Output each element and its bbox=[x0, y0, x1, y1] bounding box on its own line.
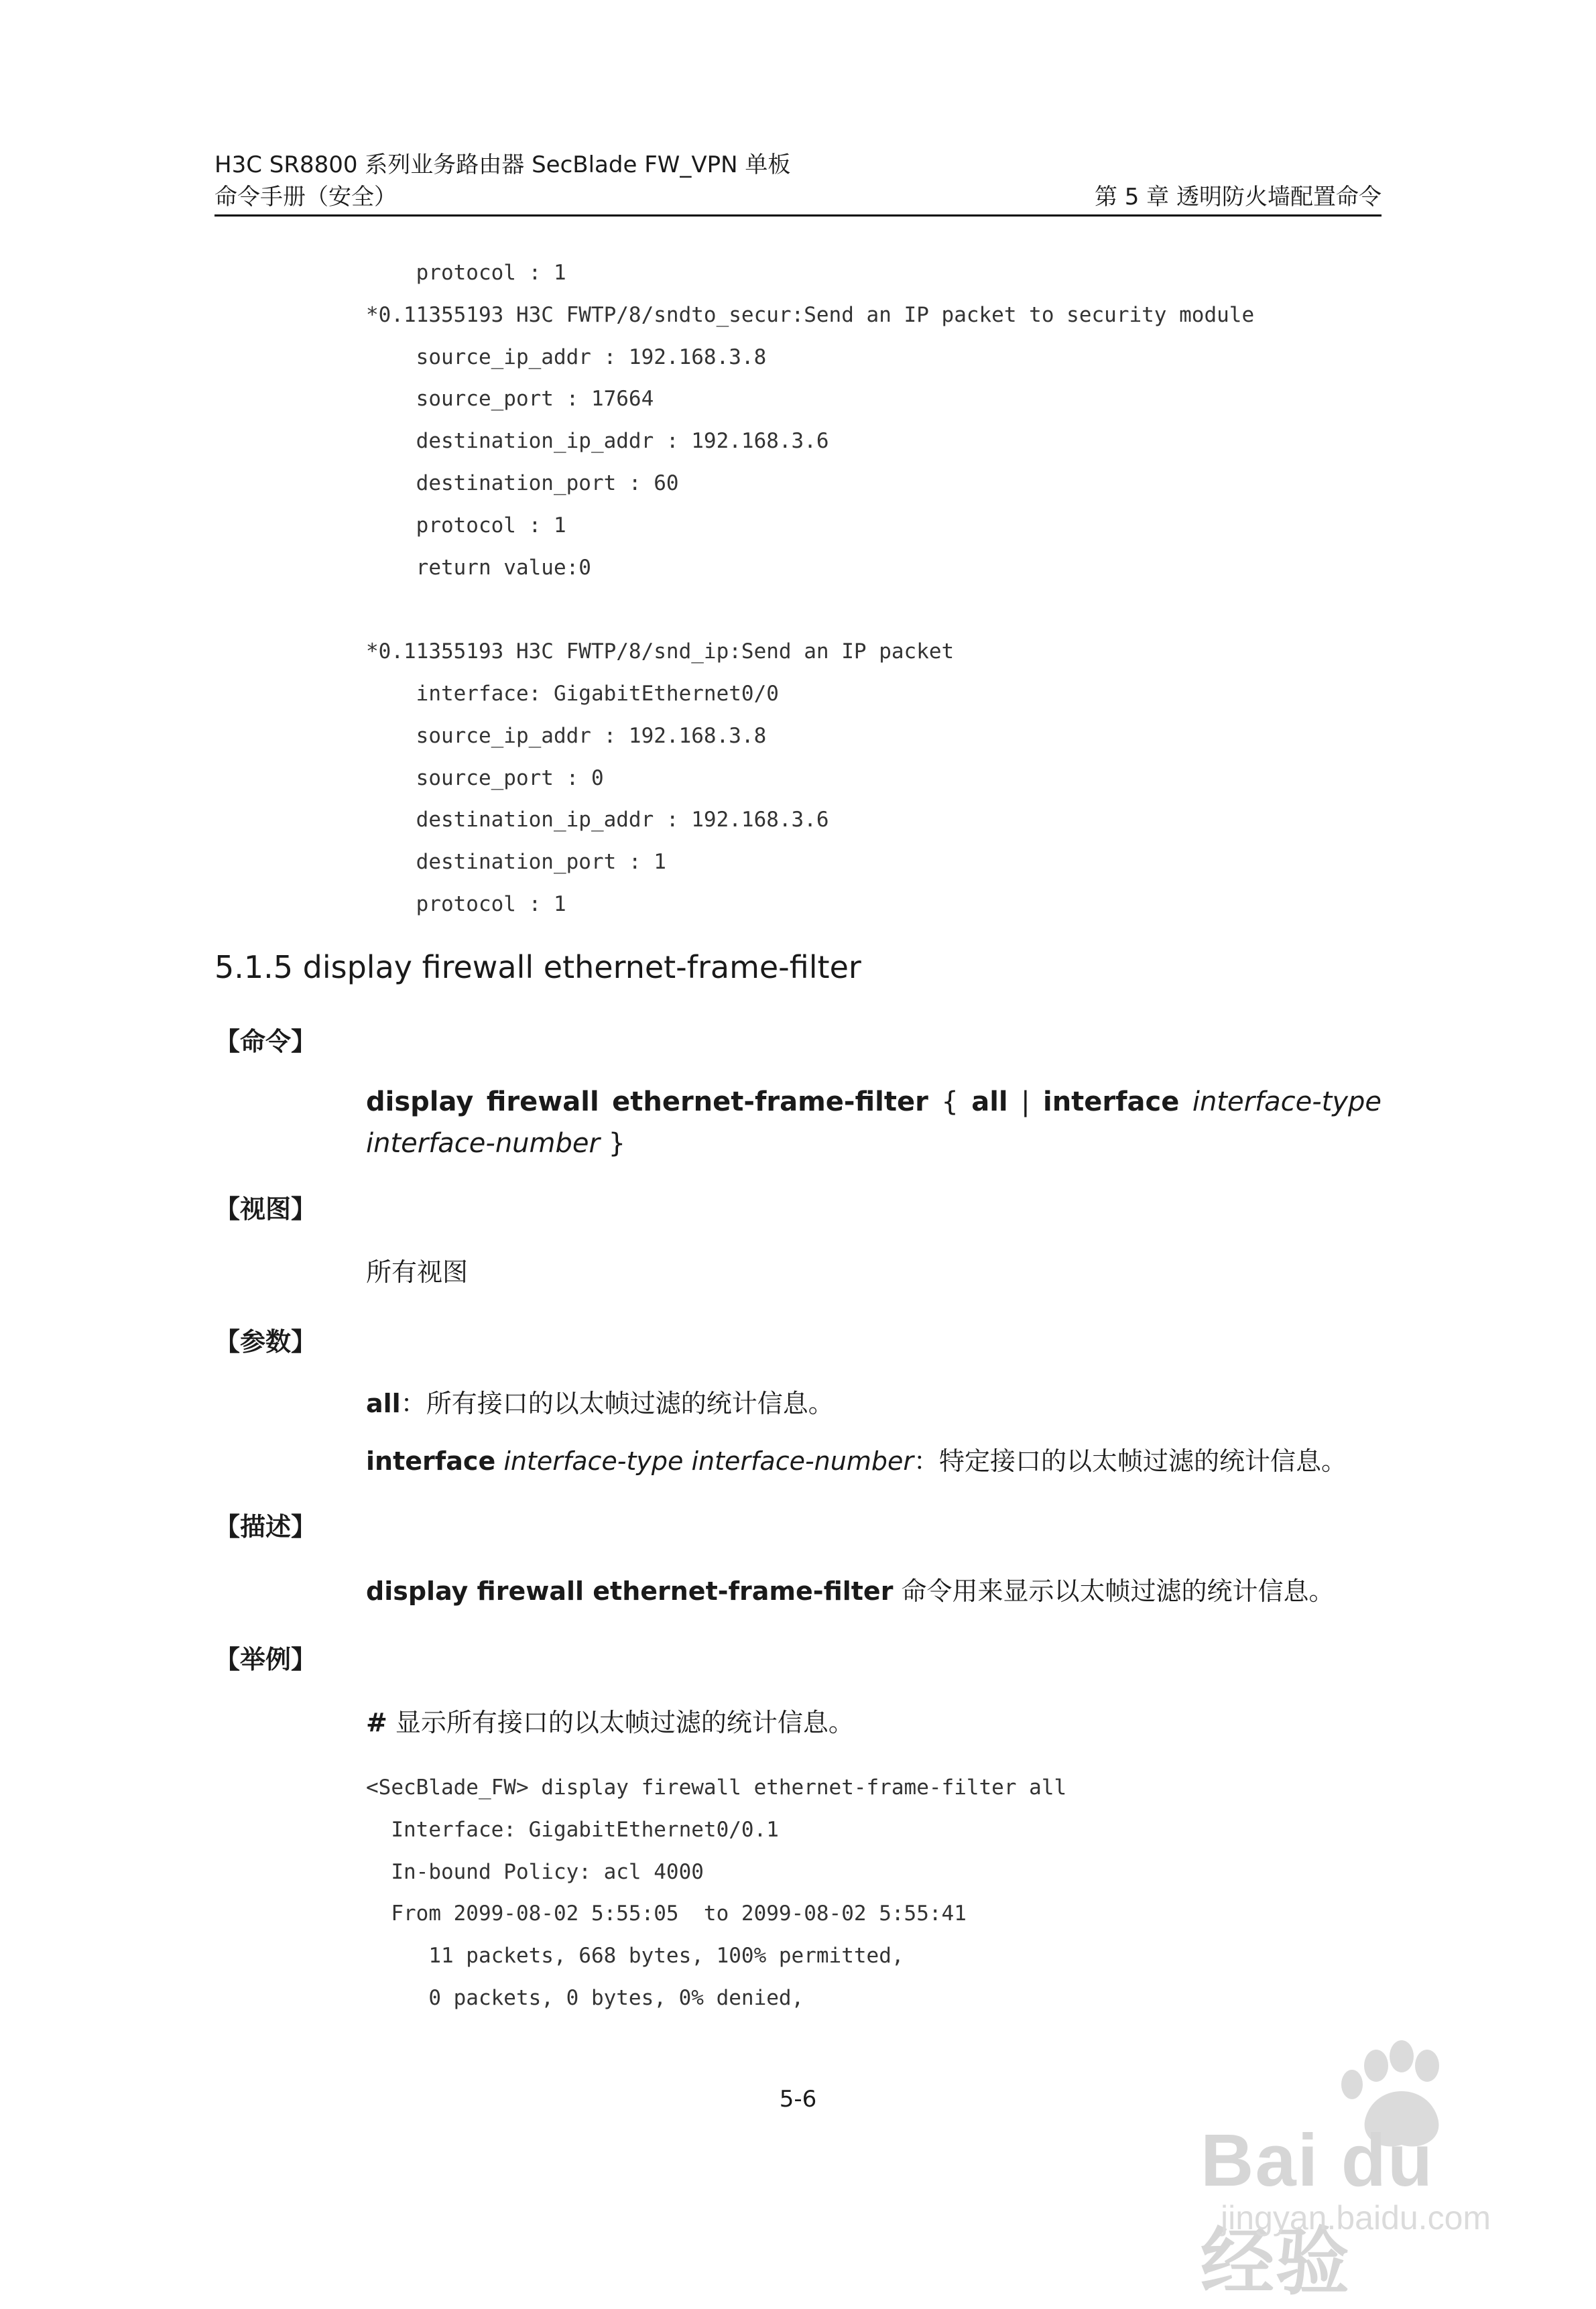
brace-open: { bbox=[941, 1086, 959, 1117]
command-syntax-line1 bbox=[366, 1082, 1382, 1122]
example-code-line: From 2099-08-02 5:55:05 to 2099-08-02 5:55:41 bbox=[366, 1901, 967, 1926]
trace-code-line: interface: GigabitEthernet0/0 bbox=[366, 681, 779, 706]
trace-code-line: protocol : 1 bbox=[366, 891, 566, 916]
section-title: 5.1.5 display firewall ethernet-frame-filter bbox=[214, 949, 861, 985]
brace-close: } bbox=[608, 1128, 626, 1159]
example-code-line: 0 packets, 0 bytes, 0% denied, bbox=[366, 1985, 804, 2010]
kw-ethernet-frame-filter: ethernet-frame-filter bbox=[612, 1086, 928, 1117]
example-code-line: <SecBlade_FW> display firewall ethernet-frame-filter all bbox=[366, 1775, 1067, 1800]
kw-all: all bbox=[971, 1086, 1008, 1117]
example-code-line: 11 packets, 668 bytes, 100% permitted, bbox=[366, 1944, 904, 1969]
watermark-url: jingyan.baidu.com bbox=[1221, 2199, 1491, 2237]
header-subtitle: 命令手册（安全） bbox=[214, 184, 397, 210]
label-params: 【参数】 bbox=[214, 1327, 317, 1357]
example-code-line: Interface: GigabitEthernet0/0.1 bbox=[366, 1817, 779, 1842]
baidu-watermark bbox=[1201, 2038, 1516, 2304]
arg-interface-number: interface-number bbox=[366, 1128, 600, 1159]
page-number: 5-6 bbox=[779, 2086, 817, 2113]
trace-code-line: source_ip_addr : 192.168.3.8 bbox=[366, 345, 767, 369]
trace-code-line: destination_ip_addr : 192.168.3.6 bbox=[366, 808, 829, 832]
trace-code-line: source_port : 0 bbox=[366, 765, 604, 790]
example-intro bbox=[366, 1706, 854, 1739]
description-text bbox=[366, 1575, 1335, 1607]
param-interface-keyword: interface bbox=[366, 1446, 496, 1476]
label-example: 【举例】 bbox=[214, 1645, 317, 1674]
trace-code-line: source_port : 17664 bbox=[366, 387, 654, 412]
trace-code-line: *0.11355193 H3C FWTP/8/snd_ip:Send an IP packet bbox=[366, 639, 955, 664]
trace-code-line: protocol : 1 bbox=[366, 261, 566, 285]
trace-code-line: destination_port : 1 bbox=[366, 850, 666, 875]
trace-code-line: *0.11355193 H3C FWTP/8/sndto_secur:Send an IP packet to security module bbox=[366, 302, 1255, 327]
pipe: | bbox=[1021, 1086, 1030, 1117]
view-text: 所有视图 bbox=[366, 1257, 469, 1287]
header-rule bbox=[214, 214, 1382, 216]
trace-code-line: source_ip_addr : 192.168.3.8 bbox=[366, 723, 767, 748]
example-code-line: In-bound Policy: acl 4000 bbox=[366, 1859, 704, 1884]
watermark-brand: Bai du 经验 bbox=[1201, 2119, 1434, 2304]
trace-code-line: protocol : 1 bbox=[366, 513, 566, 538]
trace-code-line: destination_port : 60 bbox=[366, 471, 679, 495]
arg-interface-type: interface-type bbox=[1192, 1086, 1382, 1117]
example-hash: # bbox=[366, 1708, 387, 1737]
param-interface-desc: ：特定接口的以太帧过滤的统计信息。 bbox=[913, 1446, 1347, 1476]
param-all bbox=[366, 1387, 834, 1420]
label-view: 【视图】 bbox=[214, 1194, 317, 1224]
example-intro-text: 显示所有接口的以太帧过滤的统计信息。 bbox=[387, 1708, 854, 1737]
kw-interface: interface bbox=[1042, 1086, 1180, 1117]
header-title: H3C SR8800 系列业务路由器 SecBlade FW_VPN 单板 bbox=[214, 151, 791, 178]
param-interface-args: interface-type interface-number bbox=[503, 1446, 914, 1476]
description-body: 命令用来显示以太帧过滤的统计信息。 bbox=[893, 1576, 1335, 1606]
trace-code-line: destination_ip_addr : 192.168.3.6 bbox=[366, 429, 829, 454]
code-block-example bbox=[366, 1767, 1066, 2019]
code-block-trace bbox=[366, 252, 1254, 926]
param-interface bbox=[366, 1445, 1347, 1477]
label-command: 【命令】 bbox=[214, 1027, 317, 1056]
header-chapter: 第 5 章 透明防火墙配置命令 bbox=[1094, 184, 1382, 210]
trace-code-line: return value:0 bbox=[366, 555, 591, 580]
kw-firewall: firewall bbox=[486, 1086, 599, 1117]
param-all-keyword: all bbox=[366, 1389, 401, 1418]
command-syntax-line2 bbox=[366, 1123, 1382, 1164]
description-command: display firewall ethernet-frame-filter bbox=[366, 1576, 894, 1606]
label-description: 【描述】 bbox=[214, 1512, 317, 1542]
kw-display: display bbox=[366, 1086, 474, 1117]
param-all-desc: ：所有接口的以太帧过滤的统计信息。 bbox=[400, 1389, 834, 1418]
